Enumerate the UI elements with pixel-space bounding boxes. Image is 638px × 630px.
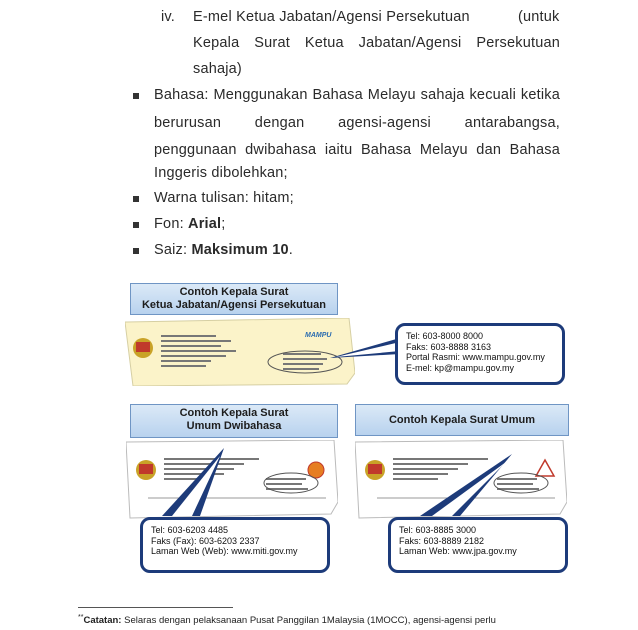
umum-faks: Faks: 603-8889 2182 (399, 535, 485, 546)
umum-example-title: Contoh Kepala Surat Umum (355, 404, 569, 436)
dwibahasa-title-line1: Contoh Kepala Surat (179, 407, 289, 419)
saiz-line (154, 237, 293, 263)
footnote-divider (78, 607, 233, 608)
footnote-text: Selaras dengan pelaksanaan Pusat Panggilan 1Malaysia (1MOCC), agensi-agensi perlu (121, 615, 496, 627)
ketua-example-title (130, 283, 338, 315)
footnote-marker: ** (78, 614, 84, 621)
ketua-letter-paper (125, 318, 355, 386)
fon-end: ; (221, 216, 226, 232)
ketua-tel: Tel: 603-8000 8000 (406, 331, 484, 341)
bahasa-line4: Inggeris dibolehkan; (154, 165, 288, 181)
ketua-faks: Faks: 603-8888 3163 (406, 341, 492, 352)
umum-pointer (420, 448, 520, 518)
section-iv-line2: Kepala Surat Ketua Jabatan/Agensi Persekutuan (193, 35, 560, 51)
footnote (78, 614, 496, 626)
section-iv-line1-right: (untuk (518, 9, 560, 25)
dwibahasa-example-title (130, 404, 338, 438)
section-iv-line3: sahaja) (193, 61, 242, 77)
umum-web: Laman Web: www.jpa.gov.my (399, 546, 517, 556)
footnote-label: Catatan: (83, 615, 122, 627)
ketua-email: E-mel: kp@mampu.gov.my (406, 362, 514, 373)
saiz-end: . (288, 242, 294, 258)
bullet-icon (133, 93, 139, 99)
mampu-logo: MAMPU (305, 332, 332, 339)
saiz-label: Saiz: (154, 242, 192, 258)
fon-line (154, 211, 226, 237)
ketua-portal: Portal Rasmi: www.mampu.gov.my (406, 352, 545, 362)
dwibahasa-tel: Tel: 603-6203 4485 (151, 525, 229, 535)
bullet-icon (133, 222, 139, 228)
ketua-title-line2: Ketua Jabatan/Agensi Persekutuan (141, 299, 326, 311)
saiz-value: Maksimum 10 (191, 242, 289, 258)
section-iv-line1: E-mel Ketua Jabatan/Agensi Persekutuan (193, 9, 470, 25)
bahasa-line2: berurusan dengan agensi-agensi antarabangsa, (154, 115, 560, 131)
dwibahasa-letter-paper (126, 440, 338, 520)
dwibahasa-title-line2: Umum Dwibahasa (186, 420, 282, 432)
umum-tel: Tel: 603-8885 3000 (399, 525, 477, 535)
ketua-contact-callout (395, 323, 565, 385)
bahasa-line1: Bahasa: Menggunakan Bahasa Melayu sahaja kecuali ketika (154, 87, 560, 103)
dwibahasa-contact-callout (140, 517, 330, 573)
ketua-title-line1: Contoh Kepala Surat (179, 286, 289, 298)
list-marker-iv: iv. (161, 9, 176, 25)
dwibahasa-web: Laman Web (Web): www.miti.gov.my (151, 546, 298, 556)
fon-value: Arial (188, 216, 222, 232)
dwibahasa-pointer (160, 448, 230, 518)
bahasa-line3: penggunaan dwibahasa iaitu Bahasa Melayu dan Bahasa (154, 142, 560, 158)
fon-label: Fon: (154, 216, 189, 232)
warna-line: Warna tulisan: hitam; (154, 190, 294, 206)
bullet-icon (133, 248, 139, 254)
dwibahasa-faks: Faks (Fax): 603-6203 2337 (151, 535, 260, 546)
bullet-icon (133, 196, 139, 202)
umum-contact-callout (388, 517, 568, 573)
